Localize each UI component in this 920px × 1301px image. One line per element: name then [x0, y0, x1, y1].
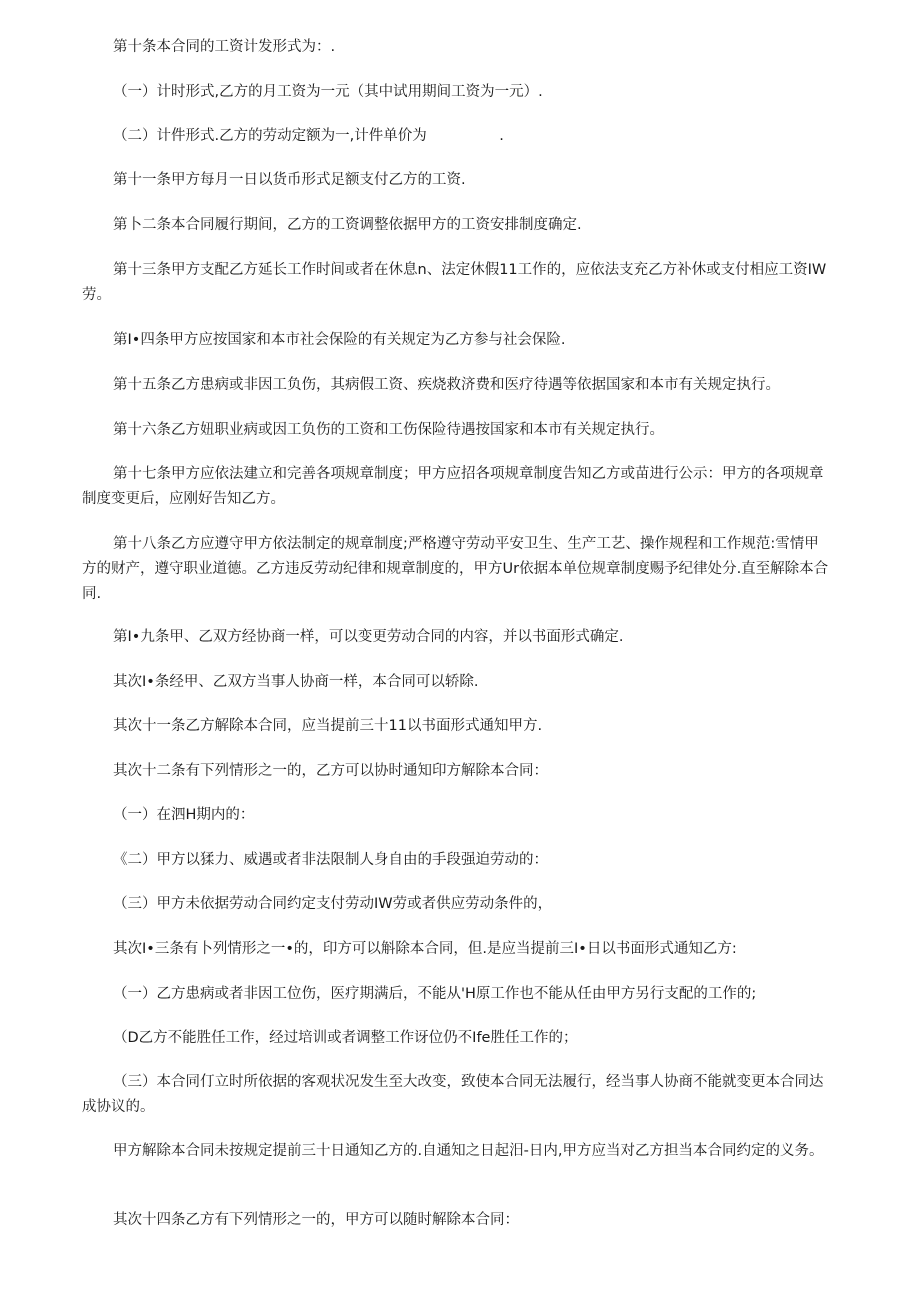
paragraph-article-16: 第十六条乙方妞职业病或因工负伤的工资和工伤保险待遇按国家和本市有关规定执行。 — [113, 422, 664, 438]
paragraph-article-21: 其次十一条乙方解除本合同，应当提前三十11以书面形式通知甲方. — [113, 718, 543, 734]
paragraph-article-23-item-3: （三）本合同仃立时所依据的客观状况发生至大改变，致使本合同无法履行，经当事人协商不能就变更本合同达成协议的。 — [82, 1074, 824, 1115]
paragraph-article-23-item-1: （一）乙方患病或者非因工位伤，医疗期满后，不能从'H原工作也不能从任由甲方另行支配的工作的; — [113, 986, 757, 1002]
paragraph-article-23-item-2: （D乙方不能胜任工作，经过培训或者调整工作讶位仍不Ife胜任工作的； — [113, 1030, 578, 1046]
paragraph-article-11: 第十一条甲方每月一日以货币形式足额支付乙方的工资. — [113, 172, 466, 188]
paragraph-article-19: 第I•九条甲、乙双方经协商一样，可以变更劳动合同的内容，并以书面形式确定. — [113, 629, 624, 645]
paragraph-article-22-item-2: 《二）甲方以猱力、威遇或者非法限制人身自由的手段强迫劳动的： — [113, 852, 548, 868]
paragraph-article-10-item-1: （一）计时形式,乙方的月工资为一元（其中试用期间工资为一元）. — [113, 84, 543, 100]
paragraph-article-15: 第十五条乙方患病或非因工负伤，其病假工资、疾烧救济费和医疗待遇等依据国家和本市有关规定执行。 — [113, 377, 780, 393]
paragraph-article-10-item-2: （二）计件形式.乙方的劳动定额为一,计件单价为 . — [113, 128, 504, 144]
paragraph-article-18: 第十八条乙方应遵守甲方依法制定的规章制度;严格遵守劳动平安卫生、生产工艺、操作规程和工作规范:雪情甲方的财产，遵守职业道德。乙方违反劳动纪律和规章制度的，甲方Ur依据本单位规章制度赐予纪律处分.直至解除本合同. — [82, 536, 829, 602]
paragraph-article-14: 第I•四条甲方应按国家和本市社会保险的有关规定为乙方参与社会保险. — [113, 332, 566, 348]
paragraph-article-23: 其次I•三条有卜列情形之一•的，印方可以斛除本合同，但.是应当提前三I•日以书面形式通知乙方: — [113, 941, 737, 957]
paragraph-article-23-obligation: 甲方解除本合同未按规定提前三十日通知乙方的.自通知之日起汨-日内,甲方应当对乙方担当本合同约定的义务。 — [113, 1143, 824, 1159]
paragraph-article-13: 第十三条甲方支配乙方延长工作时间或者在休息n、法定休假11工作的，应依法支充乙方补休或支付相应工资IW劳。 — [82, 262, 827, 303]
paragraph-article-20: 其次I•条经甲、乙双方当事人协商一样，本合同可以轿除. — [113, 674, 479, 690]
paragraph-article-12: 第卜二条本合同履行期间，乙方的工资调整依据甲方的工资安排制度确定. — [113, 217, 582, 233]
paragraph-article-10: 第十条本合同的工资计发形式为：. — [113, 39, 336, 55]
paragraph-article-22-item-3: （三）甲方未依据劳动合同约定支付劳动IW劳或者供应劳动条件的， — [113, 896, 553, 912]
paragraph-article-24: 其次十四条乙方有下列情形之一的，甲方可以随时解除本合同： — [113, 1212, 519, 1228]
paragraph-article-22: 其次十二条有下列情形之一的，乙方可以协时通知印方解除本合同： — [113, 763, 548, 779]
paragraph-article-22-item-1: （一）在泗H期内的： — [113, 807, 255, 823]
paragraph-article-17: 第十七条甲方应依法建立和完善各项规章制度；甲方应招各项规章制度告知乙方或苗进行公示：甲方的各项规章制度变更后，应刚好告知乙方。 — [82, 466, 824, 507]
